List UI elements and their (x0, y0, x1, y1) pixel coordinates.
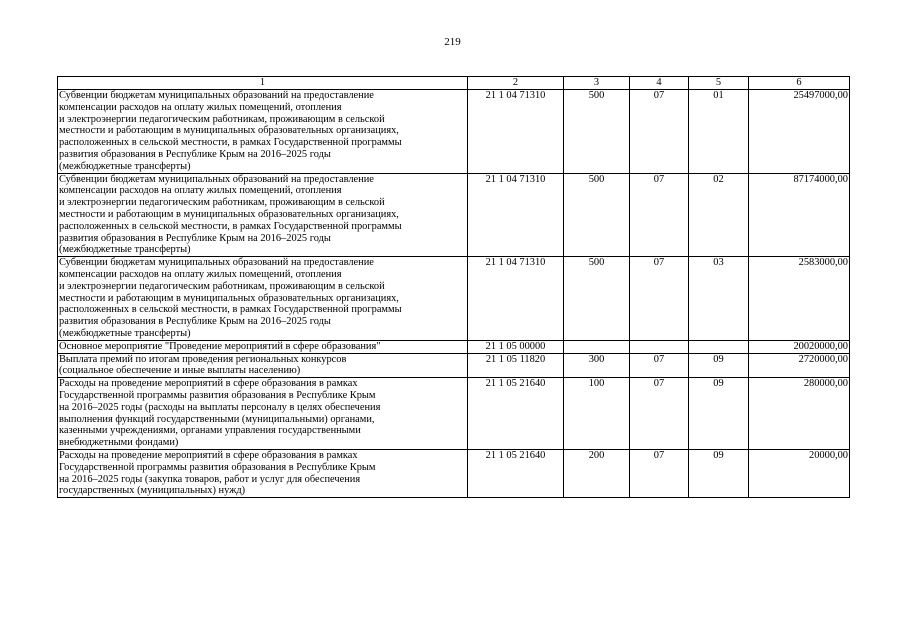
column-header: 3 (564, 77, 630, 90)
section-code: 07 (630, 257, 689, 341)
expense-description: Выплата премий по итогам проведения региональных конкурсов (социальное обеспечение и иные выплаты населению) (58, 353, 468, 378)
subsection-code: 01 (689, 90, 749, 174)
expense-description: Расходы на проведение мероприятий в сфере образования в рамках Государственной программы развития образования в Республике Крым на 2016–2025 годы (расходы на выплаты персоналу в целях обеспечения выполнения функций государственными (муниципальными) органами, казенными учреждениями, органами управления государственными внебюджетными фондами) (58, 378, 468, 450)
target-article-code: 21 1 04 71310 (468, 90, 564, 174)
table-row (58, 378, 850, 450)
table-row (58, 340, 850, 353)
section-code: 07 (630, 378, 689, 450)
section-code: 07 (630, 90, 689, 174)
target-article-code: 21 1 05 21640 (468, 378, 564, 450)
table-row (58, 449, 850, 497)
target-article-code: 21 1 04 71310 (468, 173, 564, 257)
expense-description: Субвенции бюджетам муниципальных образований на предоставление компенсации расходов на оплату жилых помещений, отопления и электроэнергии педагогическим работникам, проживающим в сельской местности и работающим в муниципальных образовательных организациях, расположенных в сельской местности, в рамках Государственной программы развития образования в Республике Крым на 2016–2025 годы (межбюджетные трансферты) (58, 90, 468, 174)
target-article-code: 21 1 05 21640 (468, 449, 564, 497)
expense-type-code: 500 (564, 257, 630, 341)
column-header: 4 (630, 77, 689, 90)
budget-table (57, 76, 850, 498)
expense-description: Расходы на проведение мероприятий в сфере образования в рамках Государственной программы развития образования в Республике Крым на 2016–2025 годы (закупка товаров, работ и услуг для обеспечения государственных (муниципальных) нужд) (58, 449, 468, 497)
target-article-code: 21 1 04 71310 (468, 257, 564, 341)
section-code: 07 (630, 449, 689, 497)
target-article-code: 21 1 05 11820 (468, 353, 564, 378)
subsection-code: 02 (689, 173, 749, 257)
table-header-row (58, 77, 850, 90)
subsection-code: 09 (689, 378, 749, 450)
expense-type-code: 500 (564, 173, 630, 257)
subsection-code: 09 (689, 353, 749, 378)
expense-type-code: 500 (564, 90, 630, 174)
amount: 2583000,00 (749, 257, 850, 341)
table-row (58, 257, 850, 341)
expense-type-code: 300 (564, 353, 630, 378)
subsection-code: 03 (689, 257, 749, 341)
section-code: 07 (630, 353, 689, 378)
amount: 87174000,00 (749, 173, 850, 257)
table-row (58, 90, 850, 174)
column-header: 5 (689, 77, 749, 90)
page-number: 219 (444, 36, 461, 48)
subsection-code (689, 340, 749, 353)
subsection-code: 09 (689, 449, 749, 497)
amount: 280000,00 (749, 378, 850, 450)
amount: 20020000,00 (749, 340, 850, 353)
expense-type-code (564, 340, 630, 353)
section-code: 07 (630, 173, 689, 257)
table-row (58, 173, 850, 257)
expense-description: Субвенции бюджетам муниципальных образований на предоставление компенсации расходов на оплату жилых помещений, отопления и электроэнергии педагогическим работникам, проживающим в сельской местности и работающим в муниципальных образовательных организациях, расположенных в сельской местности, в рамках Государственной программы развития образования в Республике Крым на 2016–2025 годы (межбюджетные трансферты) (58, 173, 468, 257)
expense-type-code: 200 (564, 449, 630, 497)
column-header: 2 (468, 77, 564, 90)
column-header: 6 (749, 77, 850, 90)
amount: 25497000,00 (749, 90, 850, 174)
expense-description: Субвенции бюджетам муниципальных образований на предоставление компенсации расходов на оплату жилых помещений, отопления и электроэнергии педагогическим работникам, проживающим в сельской местности и работающим в муниципальных образовательных организациях, расположенных в сельской местности, в рамках Государственной программы развития образования в Республике Крым на 2016–2025 годы (межбюджетные трансферты) (58, 257, 468, 341)
expense-description: Основное мероприятие "Проведение мероприятий в сфере образования" (58, 340, 468, 353)
column-header: 1 (58, 77, 468, 90)
target-article-code: 21 1 05 00000 (468, 340, 564, 353)
amount: 2720000,00 (749, 353, 850, 378)
table-row (58, 353, 850, 378)
amount: 20000,00 (749, 449, 850, 497)
section-code (630, 340, 689, 353)
expense-type-code: 100 (564, 378, 630, 450)
